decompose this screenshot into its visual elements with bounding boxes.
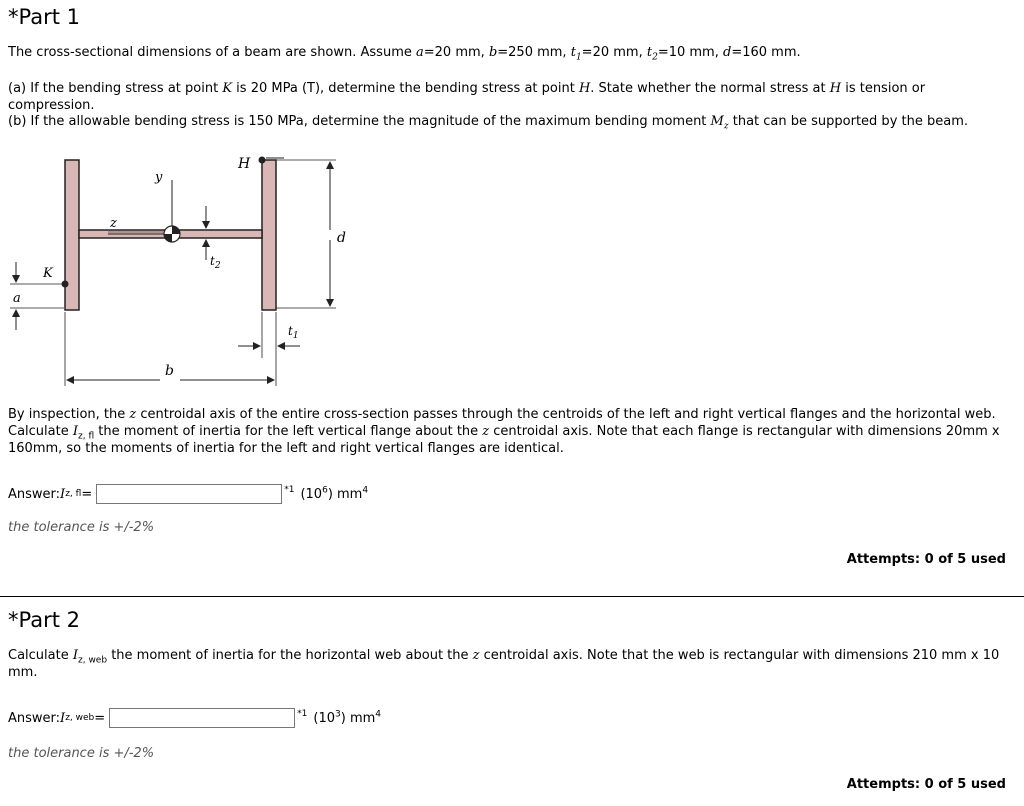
beam-cross-section-figure [0,150,360,390]
part1-title: *Part 1 [8,5,80,29]
label-b: b [165,363,174,379]
answer-label: Answer: [8,486,61,502]
answer-label: Answer: [8,710,61,726]
inspection-text: By inspection, the z centroidal axis of the entire cross-section passes through the centroids of the left and right vertical flanges and the horizontal web. Calculate $I_{z, fl}$ the moment of inertia for the left vertical flange about the z centroidal axis. Note that each flange is rectangular with dimensions 20mm x 160mm, so the moments of inertia for the left and right vertical flanges are identical. [8,407,1000,456]
question-a: (a) If the bending stress at point K is 20 MPa (T), determine the bending stress at point H. State whether the normal stress at H is tension or compression. [8,81,926,113]
label-H: H [238,156,251,172]
point-H [259,157,266,164]
part2-tolerance: the tolerance is +/-2% [8,746,155,761]
answer-flag: *1 [297,709,308,719]
part2-attempts: Attempts: 0 of 5 used [846,777,1006,792]
right-flange [262,160,276,310]
answer-unit: $(10^3)$ $mm^4$ [313,709,382,726]
label-d: d [337,230,346,246]
part1-attempts: Attempts: 0 of 5 used [846,552,1006,567]
iz-fl-answer-input[interactable] [96,484,282,504]
label-y: y [155,170,163,185]
part-divider [0,596,1024,597]
part1-tolerance: the tolerance is +/-2% [8,520,155,535]
part2-answer-row: Answer: I z, web = *1 $(10^3)$ $mm^4$ [8,708,381,728]
label-z: z [110,216,117,231]
iz-web-answer-input[interactable] [109,708,295,728]
part1-answer-row: Answer: I z, fl = *1 $(10^6)$ $mm^4$ [8,484,368,504]
part2-calc-text: Calculate $I_{z, web}$ the moment of inertia for the horizontal web about the z centroidal axis. Note that the web is rectangular with dimensions 210 mm x 10 mm. [8,648,1000,680]
label-t2: $t_2$ [210,254,221,271]
answer-flag: *1 [284,485,295,495]
label-t1: $t_1$ [288,324,299,341]
problem-statement: The cross-sectional dimensions of a beam are shown. Assume a=20 mm, b=250 mm, $t_1=20$ mm, $t_2=10$ mm, d=160 mm. [8,45,801,63]
left-flange [65,160,79,310]
answer-unit: $(10^6)$ $mm^4$ [300,485,369,502]
question-b: (b) If the allowable bending stress is 150 MPa, determine the magnitude of the maximum bending moment $M_z$ that can be supported by the beam. [8,114,968,132]
part2-title: *Part 2 [8,608,80,632]
label-a: a [13,291,21,306]
label-K: K [43,266,53,281]
